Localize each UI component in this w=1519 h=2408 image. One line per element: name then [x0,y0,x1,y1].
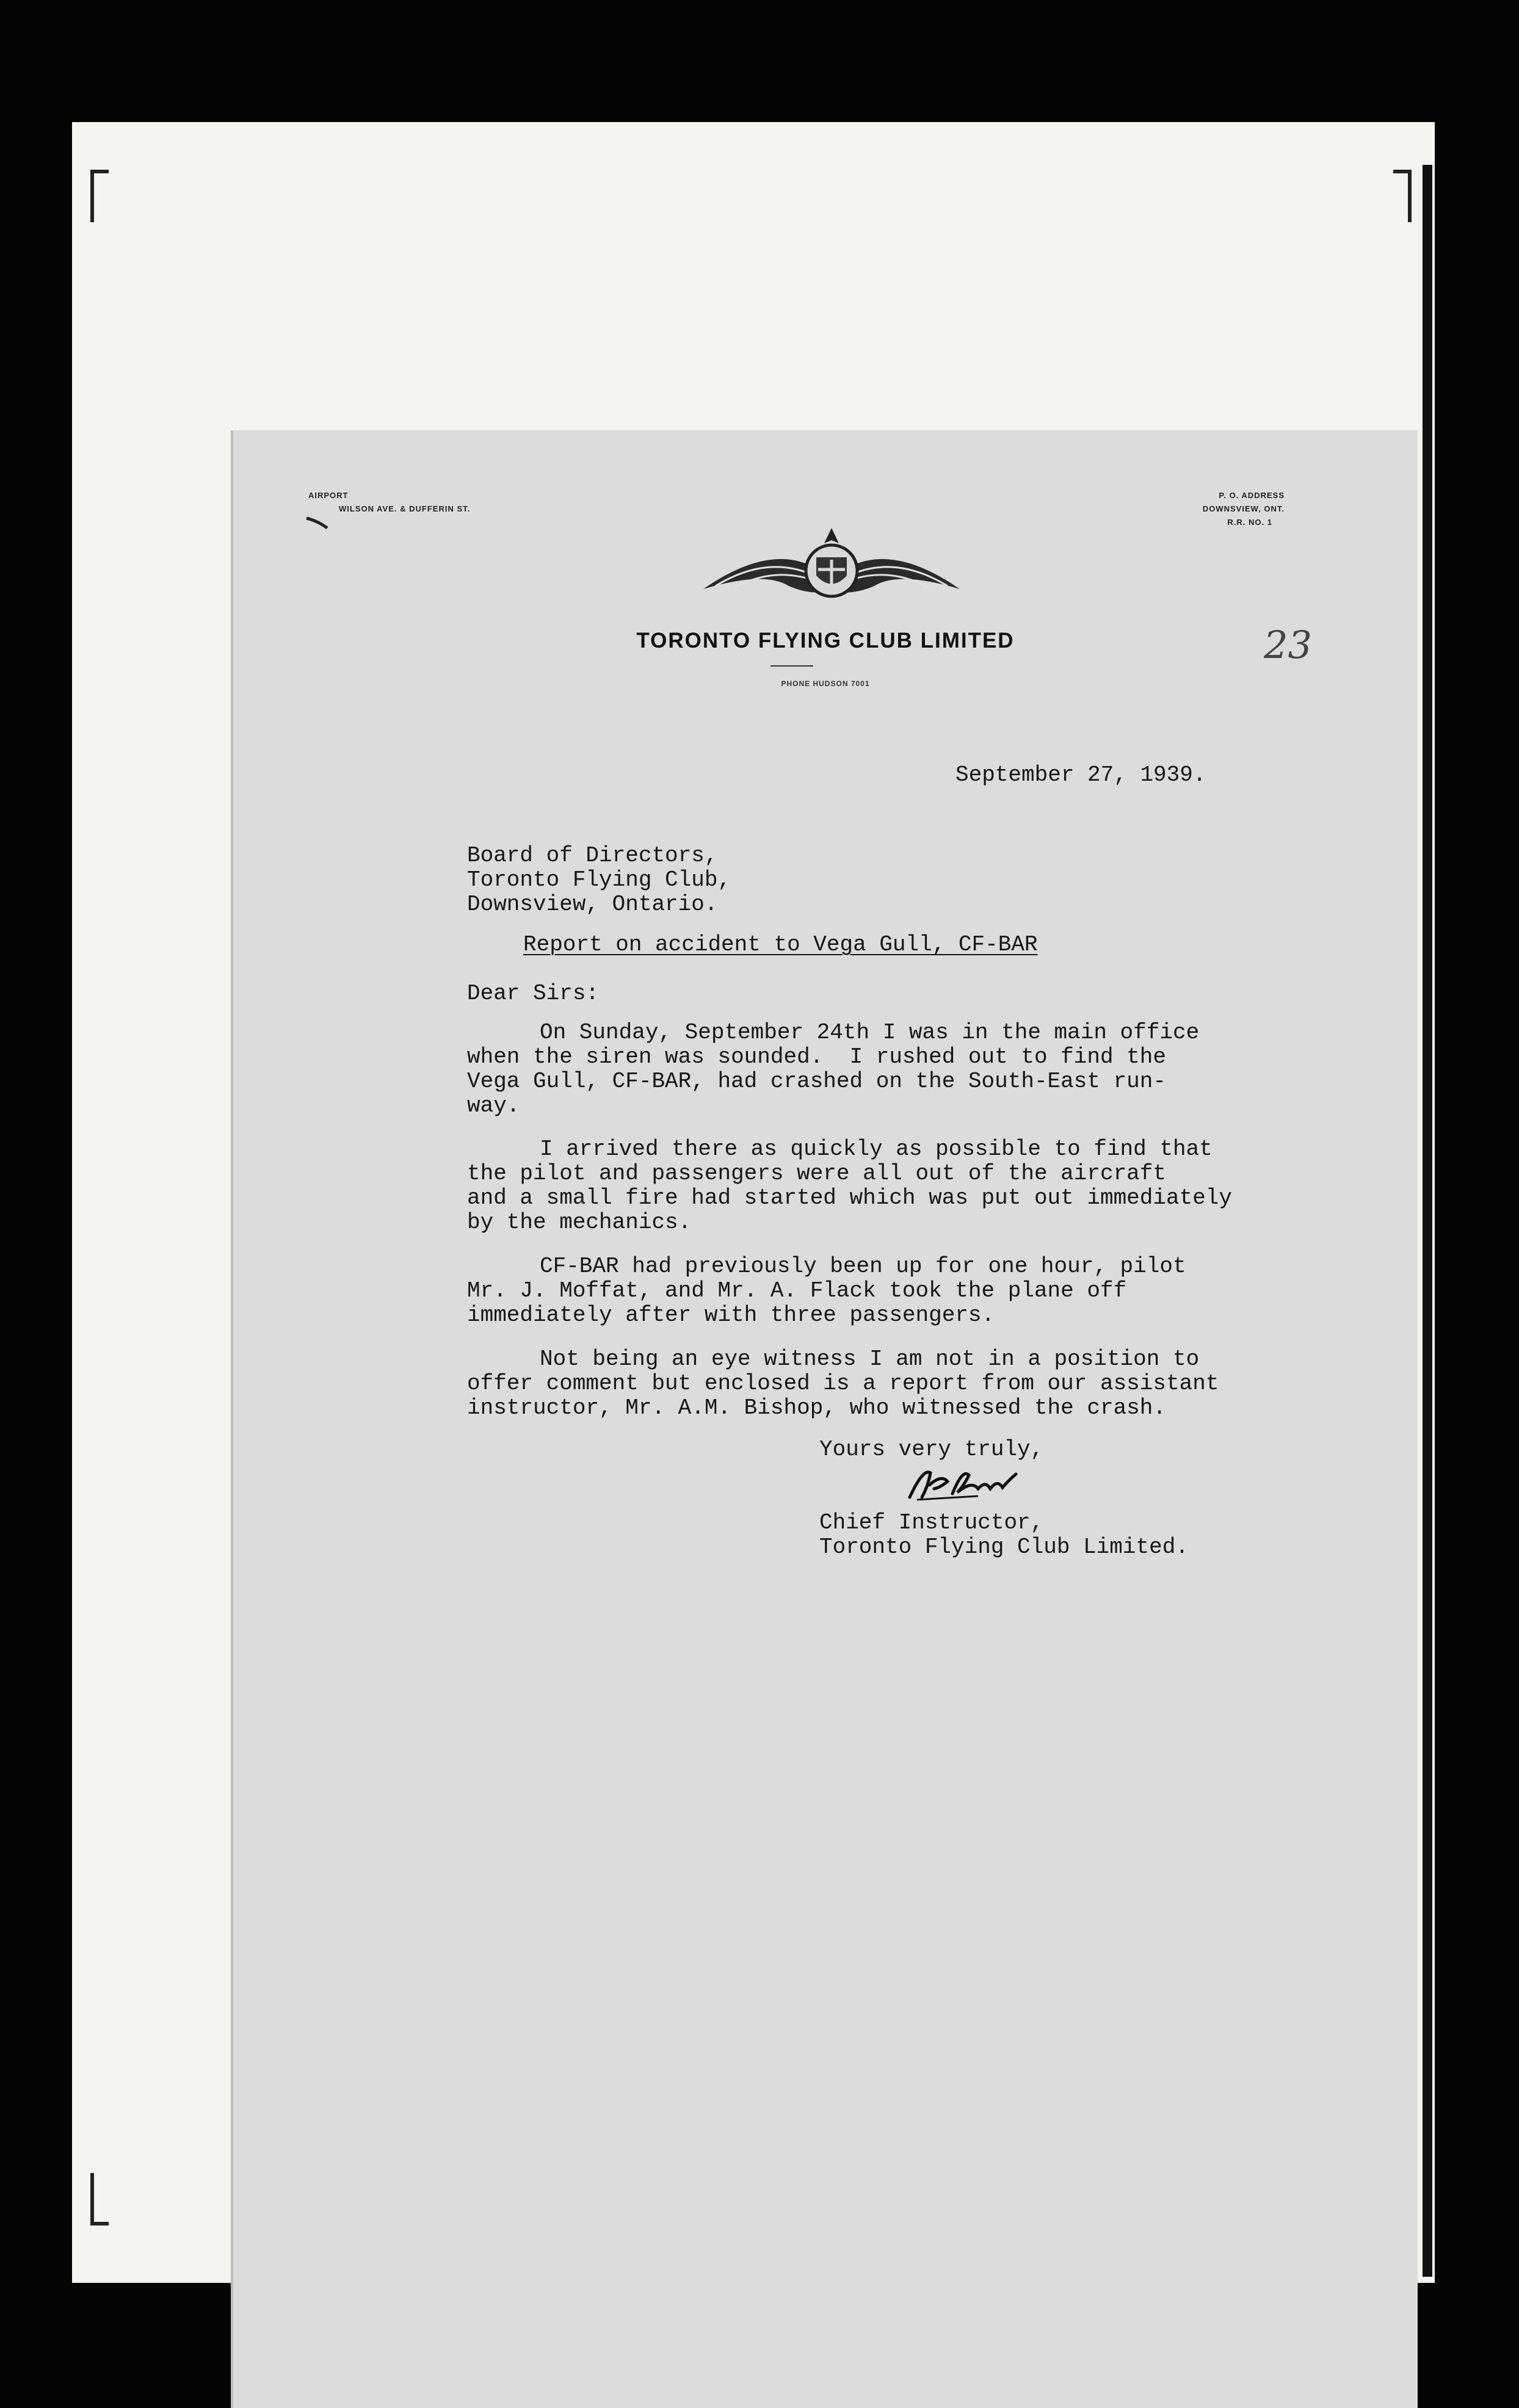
body-line: and a small fire had started which was put out immediately [467,1185,1233,1210]
crop-mark-bottom-left [90,2173,109,2225]
winged-crest-logo [691,522,972,613]
body-line: Vega Gull, CF-BAR, had crashed on the South-East run- [467,1069,1166,1094]
closing: Yours very truly, [819,1437,1044,1462]
club-name: TORONTO FLYING CLUB LIMITED [636,629,1015,653]
recipient-line: Downsview, Ontario. [467,892,718,917]
handwritten-signature [905,1462,1021,1505]
body-line: CF-BAR had previously been up for one hour, pilot [540,1254,1186,1279]
letter-page [233,430,1418,2408]
signature-org: Toronto Flying Club Limited. [819,1535,1189,1560]
body-line: immediately after with three passengers. [467,1303,995,1328]
po-route: R.R. NO. 1 [1227,518,1272,527]
letter-date: September 27, 1939. [955,762,1206,787]
airport-label: AIRPORT [308,491,349,500]
airport-address: WILSON AVE. & DUFFERIN ST. [339,504,471,513]
body-line: offer comment but enclosed is a report from our assistant [467,1371,1219,1396]
film-edge [1423,165,1432,2277]
body-line: I arrived there as quickly as possible to find that [540,1137,1213,1162]
handwritten-page-number: 23 [1264,623,1312,667]
body-line: when the siren was sounded. I rushed out to find the [467,1044,1166,1069]
phone-number: PHONE HUDSON 7001 [781,679,870,688]
body-line: Mr. J. Moffat, and Mr. A. Flack took the plane off [467,1278,1127,1303]
body-line: way. [467,1093,520,1118]
body-line: Not being an eye witness I am not in a position to [540,1347,1200,1372]
subject-line: Report on accident to Vega Gull, CF-BAR [523,932,1038,957]
arrow-mark-icon [305,516,330,530]
body-line: the pilot and passengers were all out of the aircraft [467,1161,1166,1186]
body-line: by the mechanics. [467,1210,692,1235]
body-line: instructor, Mr. A.M. Bishop, who witnessed the crash. [467,1395,1166,1420]
po-city: DOWNSVIEW, ONT. [1202,504,1285,513]
crop-mark-top-right [1393,170,1412,222]
crop-mark-top-left [90,170,109,222]
letterhead-rule [770,665,813,667]
recipient-line: Toronto Flying Club, [467,867,731,892]
body-line: On Sunday, September 24th I was in the main office [540,1020,1200,1045]
po-label: P. O. ADDRESS [1219,491,1285,500]
recipient-line: Board of Directors, [467,843,718,868]
signature-title: Chief Instructor, [819,1510,1044,1535]
salutation: Dear Sirs: [467,981,600,1006]
